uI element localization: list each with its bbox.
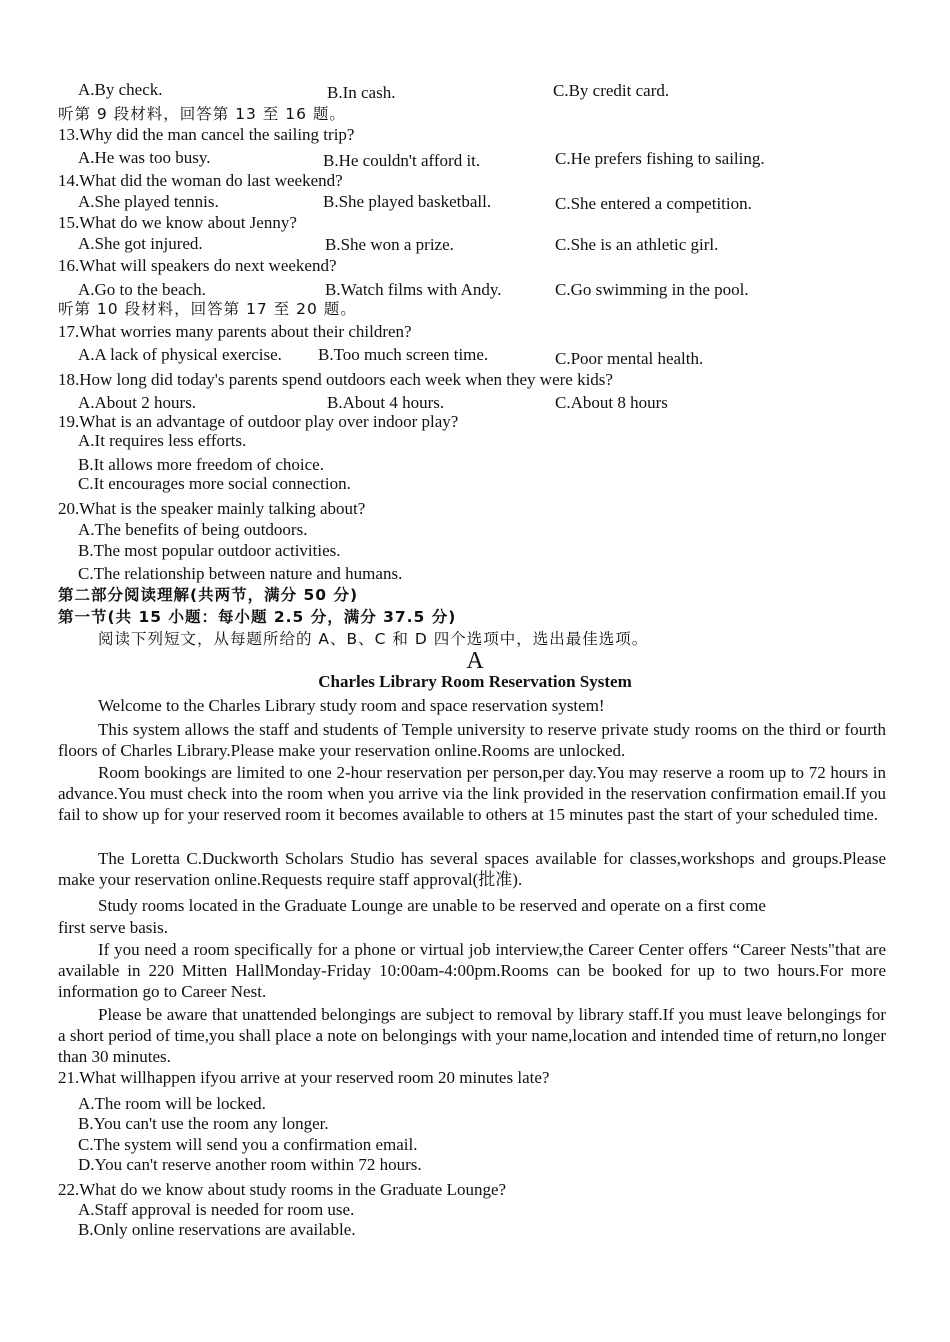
paragraph-belongings: Please be aware that unattended belongings are subject to removal by library staff.If you must leave belongings for a short period of time,you shall place a note on belongings with your name,location and intended time of return,no longer than 30 minutes. xyxy=(58,1005,886,1066)
q19-option-a: A.It requires less efforts. xyxy=(78,431,247,450)
part2-heading: 第二部分阅读理解(共两节，满分 50 分) xyxy=(58,586,359,604)
q16-option-c: C.Go swimming in the pool. xyxy=(555,280,749,299)
q17-option-c: C.Poor mental health. xyxy=(555,349,704,368)
q14-option-a: A.She played tennis. xyxy=(78,192,219,211)
section1-heading: 第一节(共 15 小题：每小题 2.5 分，满分 37.5 分) xyxy=(58,608,457,626)
q20-option-b: B.The most popular outdoor activities. xyxy=(78,541,341,560)
q17-option-a: A.A lack of physical exercise. xyxy=(78,345,282,364)
q15-option-c: C.She is an athletic girl. xyxy=(555,235,719,254)
instructions: 阅读下列短文，从每题所给的 A、B、C 和 D 四个选项中，选出最佳选项。 xyxy=(98,630,649,648)
q13-option-c: C.He prefers fishing to sailing. xyxy=(555,149,765,168)
q20-option-a: A.The benefits of being outdoors. xyxy=(78,520,308,539)
q13-option-b: B.He couldn't afford it. xyxy=(323,151,481,170)
q16-option-a: A.Go to the beach. xyxy=(78,280,206,299)
q17-stem: 17.What worries many parents about their children? xyxy=(58,322,412,341)
q22-stem: 22.What do we know about study rooms in the Graduate Lounge? xyxy=(58,1180,507,1199)
q12-option-a: A.By check. xyxy=(78,80,163,99)
q18-option-a: A.About 2 hours. xyxy=(78,393,197,412)
q21-option-c: C.The system will send you a confirmation email. xyxy=(78,1135,418,1154)
q14-option-b: B.She played basketball. xyxy=(323,192,492,211)
q22-option-b: B.Only online reservations are available. xyxy=(78,1220,356,1239)
q13-stem: 13.Why did the man cancel the sailing trip? xyxy=(58,125,355,144)
q12-option-b: B.In cash. xyxy=(327,83,396,102)
paragraph-scholars-studio: The Loretta C.Duckworth Scholars Studio has several spaces available for classes,workshops and groups.Please make your reservation online.Requests require staff approval(批准). xyxy=(58,849,886,889)
q13-option-a: A.He was too busy. xyxy=(78,148,211,167)
q18-option-c: C.About 8 hours xyxy=(555,393,668,412)
section10-heading: 听第 10 段材料，回答第 17 至 20 题。 xyxy=(58,300,357,318)
q18-stem: 18.How long did today's parents spend outdoors each week when they were kids? xyxy=(58,370,613,389)
passage-title: Charles Library Room Reservation System xyxy=(318,672,632,691)
paragraph-bookings: Room bookings are limited to one 2-hour reservation per person,per day.You may reserve a room up to 72 hours in advance.You must check into the room when you arrive via the link provided in the reservation confirmation email.If you fail to show up for your reserved room it becomes available to others at 15 minutes past the start of your scheduled time. xyxy=(58,763,886,824)
section9-heading: 听第 9 段材料，回答第 13 至 16 题。 xyxy=(58,105,346,123)
paragraph-graduate-lounge: Study rooms located in the Graduate Lounge are unable to be reserved and operate on a first come xyxy=(98,896,766,915)
q12-option-c: C.By credit card. xyxy=(553,81,670,100)
q21-option-a: A.The room will be locked. xyxy=(78,1094,266,1113)
q20-option-c: C.The relationship between nature and humans. xyxy=(78,564,403,583)
q21-stem: 21.What willhappen ifyou arrive at your reserved room 20 minutes late? xyxy=(58,1068,550,1087)
q17-option-b: B.Too much screen time. xyxy=(318,345,489,364)
q14-option-c: C.She entered a competition. xyxy=(555,194,752,213)
q18-option-b: B.About 4 hours. xyxy=(327,393,445,412)
q21-option-b: B.You can't use the room any longer. xyxy=(78,1114,329,1133)
q16-option-b: B.Watch films with Andy. xyxy=(325,280,502,299)
q15-option-a: A.She got injured. xyxy=(78,234,203,253)
q15-stem: 15.What do we know about Jenny? xyxy=(58,213,297,232)
q21-option-d: D.You can't reserve another room within 72 hours. xyxy=(78,1155,422,1174)
q16-stem: 16.What will speakers do next weekend? xyxy=(58,256,337,275)
paragraph-graduate-lounge-cont: first serve basis. xyxy=(58,918,169,937)
q20-stem: 20.What is the speaker mainly talking about? xyxy=(58,499,366,518)
paragraph-career-nests: If you need a room specifically for a phone or virtual job interview,the Career Center offers “Career Nests"that are available in 220 Mitten HallMonday-Friday 10:00am-4:00pm.Rooms can be booked for up to two hours.For more information go to Career Nest. xyxy=(58,940,886,1001)
paragraph-system: This system allows the staff and students of Temple university to reserve private study rooms on the third or fourth floors of Charles Library.Please make your reservation online.Rooms are unlocked. xyxy=(58,720,886,760)
q22-option-a: A.Staff approval is needed for room use. xyxy=(78,1200,355,1219)
q15-option-b: B.She won a prize. xyxy=(325,235,454,254)
q14-stem: 14.What did the woman do last weekend? xyxy=(58,171,343,190)
passage-letter: A xyxy=(466,648,484,674)
q19-stem: 19.What is an advantage of outdoor play over indoor play? xyxy=(58,412,459,431)
q19-option-b: B.It allows more freedom of choice. xyxy=(78,455,324,474)
q19-option-c: C.It encourages more social connection. xyxy=(78,474,351,493)
paragraph-welcome: Welcome to the Charles Library study room and space reservation system! xyxy=(98,696,605,715)
